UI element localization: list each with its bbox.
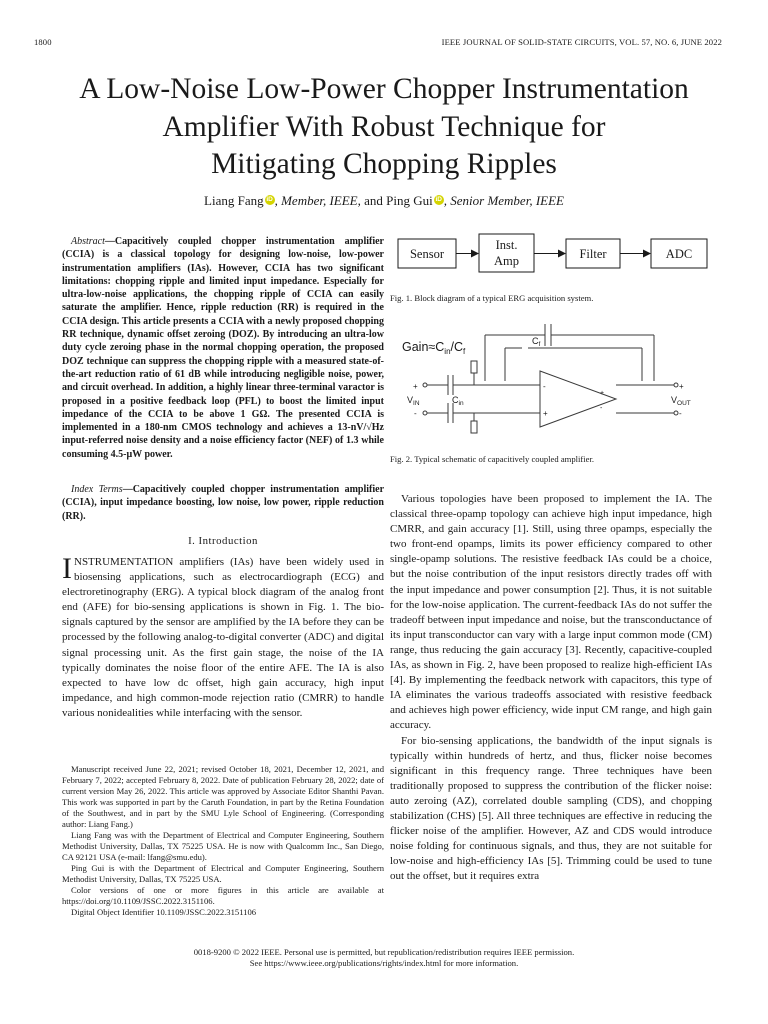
gain-equation: $Gain\approx C_{in}/C_f$	[402, 340, 466, 356]
section-heading: I. Introduction	[188, 535, 258, 547]
index-terms-text: Capacitively coupled chopper instrumentation amplifier (CCIA), input impedance boosting, low noise, low power, ripple reduction (RR).	[62, 484, 385, 522]
title-line-1: A Low-Noise Low-Power Chopper Instrumentation	[79, 73, 689, 105]
intro-paragraph-text: NSTRUMENTATION amplifiers (IAs) have been widely used in biosensing applications, such as electrocardiograph (ECG) and electroretinography (ERG). A typical block diagram of the analog front end (AFE) for bio-sensing applications is shown in Fig. 1. The bio-signals captured by the sensor are amplified by the IA before they can be processed by the following analog-to-digital converter (ADC) and digital signal processing unit. As the first gain stage, the noise of the IA typically dominates the noise floor of the entire AFE. The IA is also expected to have low dc offset, high gain accuracy, high input impedance, and high common-mode rejection ratio (CMRR) to handle various nonidealities while interfacing with the sensor.	[62, 556, 384, 719]
page-number: 1800	[34, 37, 52, 47]
figure-2-caption: Fig. 2. Typical schematic of capacitively coupled amplifier.	[390, 454, 594, 464]
title-line-2: Amplifier With Robust Technique for	[162, 110, 606, 143]
filter-label: Filter	[579, 247, 607, 261]
inst-amp-label-1: Inst.	[495, 238, 518, 252]
figure-2-schematic	[390, 313, 720, 443]
paragraph-topologies: Various topologies have been proposed to implement the IA. The classical three-opamp topology can achieve high input impedance, high CMRR, and gain accuracy [1]. Still, using three opamps, especially the two front-end opamps, limits its power efficiency compared to other single-opamp solutions. The resistive feedback IAs could be a choice, but the noise contribution of the input resistors directly trades off with the input impedance and power consumption [2]. Thus, it is not suitable for the low-noise application. The current-feedback IAs do not suffer the tradeoff between input impedance and noise, but the transconductance of its input transconductor can vary with a large input common mode (CM) range, thus reducing the gain accuracy [3]. Recently, capacitive-coupled IAs, as shown in Fig. 2, have been proposed to realize high-efficient IAs [4]. By implementing the feedback network with capacitors, this type of IA eliminates the various tradeoffs associated with resistive feedback and achieves high power efficiency, wide input CM range, and high gain accuracy.	[390, 493, 712, 732]
author-name-2: and Ping Gui	[360, 193, 433, 208]
index-terms-dash: —	[122, 484, 133, 495]
author-line	[30, 193, 738, 209]
vout-plus: +	[679, 382, 684, 391]
abstract-lead: Abstract	[71, 236, 105, 247]
adc-label: ADC	[665, 247, 693, 261]
paper-title	[30, 71, 738, 184]
figure-1-block-diagram	[390, 226, 720, 284]
intro-paragraph	[62, 552, 384, 721]
author-membership-2: , Senior Member, IEEE	[443, 193, 564, 208]
vin-minus: -	[414, 409, 417, 418]
sensor-label: Sensor	[409, 247, 445, 261]
abstract	[62, 235, 384, 461]
footnote-doi: Digital Object Identifier 10.1109/JSSC.2022.3151106	[71, 907, 257, 917]
footnote-manuscript: Manuscript received June 22, 2021; revised October 18, 2021, December 12, 2021, and February 7, 2022; accepted February 8, 2022. Date of publication February 28, 2022; date of current version May 26, 2022. This article was approved by Associate Editor Shanthi Pavan. This work was supported in part by the Caruth Foundation, in part by the Retina Foundation of the Southwest, and in part by the SMU Lyle School of Engineering. (Corresponding author: Liang Fang.)	[62, 764, 384, 829]
copyright-line-2: See https://www.ieee.org/publications/rights/index.html for more information.	[249, 958, 519, 968]
vin-plus: +	[413, 382, 418, 391]
inst-amp-label-2: Amp	[494, 254, 519, 268]
orcid-icon[interactable]: iD	[266, 196, 273, 203]
copyright-line-1: 0018-9200 © 2022 IEEE. Personal use is permitted, but republication/redistribution requires IEEE permission.	[193, 947, 575, 957]
paragraph-biosensing: For bio-sensing applications, the bandwidth of the input signals is typically within hundreds of hertz, and thus, flicker noise becomes significant in this frequency range. Three techniques have been traditionally proposed to suppress the contribution of the flicker noise: auto zeroing (AZ), correlated double sampling (CDS), and chopping stabilization (CHS) [5]. All three techniques are effective in reducing the flicker noise of the amplifier. However, AZ and CDS would introduce noise folding for continuous signals, and thus, they are not suitable for low-noise and high-efficiency IAs [5]. Trimming could be used to tune out the offset, but it requires extra	[390, 734, 712, 883]
footnotes	[62, 764, 384, 918]
abstract-text: Capacitively coupled chopper instrumentation amplifier (CCIA) is a classical topology for designing low-noise, low-power instrumentation amplifiers (IAs). However, CCIA has two significant limitations: chopping ripple and limited input impedance. Especially for ultra-low-noise applications, the chopping ripple of CCIA can easily saturate the amplifier. Hence, ripple reduction (RR) is required in the CCIA design. This article presents a CCIA with a newly proposed chopping RR technique, dynamic offset zeroing (DOZ). By introducing an ultra-low duty cycle zeroing phase in the normal chopping operation, the proposed DOZ technique can suppress the chopping ripple with a measured state-of-the-art reduction ratio of 61 dB while introducing negligible noise, power, and circuit overhead. In addition, a highly linear three-terminal varactor is proposed in a positive feedback loop (PFL) to boost the limited input impedance of the CCIA to be above 1 GΩ. The presented CCIA is implemented in a 180-nm CMOS technology and achieves a 13-nV/√Hz input-referred noise density and a noise efficiency factor (NEF) of 1.3 while consuming 4.5-μW power.	[62, 236, 384, 460]
cf-label: $C_f$	[532, 336, 541, 348]
opamp-minus-output: -	[600, 405, 603, 412]
orcid-icon[interactable]: iD	[435, 196, 442, 203]
footnote-affiliation-1: Liang Fang was with the Department of Electrical and Computer Engineering, Southern Methodist University, Dallas, TX 75225 USA. He is now with Qualcomm Inc., San Diego, CA 92121 USA (e-mail: lfang@smu.edu).	[62, 830, 384, 862]
figure-1-caption: Fig. 1. Block diagram of a typical ERG acquisition system.	[390, 293, 594, 303]
opamp-plus-input: +	[543, 409, 548, 418]
abstract-dash: —	[104, 236, 115, 247]
opamp-minus-input: -	[543, 382, 546, 391]
footnote-affiliation-2: Ping Gui is with the Department of Electrical and Computer Engineering, Southern Methodist University, Dallas, TX 75225 USA.	[62, 863, 384, 884]
running-header: IEEE JOURNAL OF SOLID-STATE CIRCUITS, VOL. 57, NO. 6, JUNE 2022	[441, 37, 722, 47]
cin-label: $C_{in}$	[452, 395, 464, 407]
vin-label: $V_{IN}$	[407, 395, 420, 407]
title-line-3: Mitigating Chopping Ripples	[211, 148, 557, 180]
footnote-color-versions: Color versions of one or more figures in this article are available at https://doi.org/10.1109/JSSC.2022.3151106.	[62, 885, 384, 906]
author-name-1: Liang Fang	[204, 193, 264, 208]
vout-minus: -	[679, 409, 682, 418]
right-column-text	[390, 492, 712, 884]
vout-label: $V_{OUT}$	[671, 395, 691, 407]
author-membership-1: , Member, IEEE,	[274, 193, 361, 208]
index-terms-lead: Index Terms	[71, 484, 123, 495]
dropcap: I	[62, 552, 72, 585]
copyright-notice	[30, 947, 738, 969]
opamp-plus-output: +	[600, 390, 605, 397]
index-terms	[62, 483, 384, 523]
